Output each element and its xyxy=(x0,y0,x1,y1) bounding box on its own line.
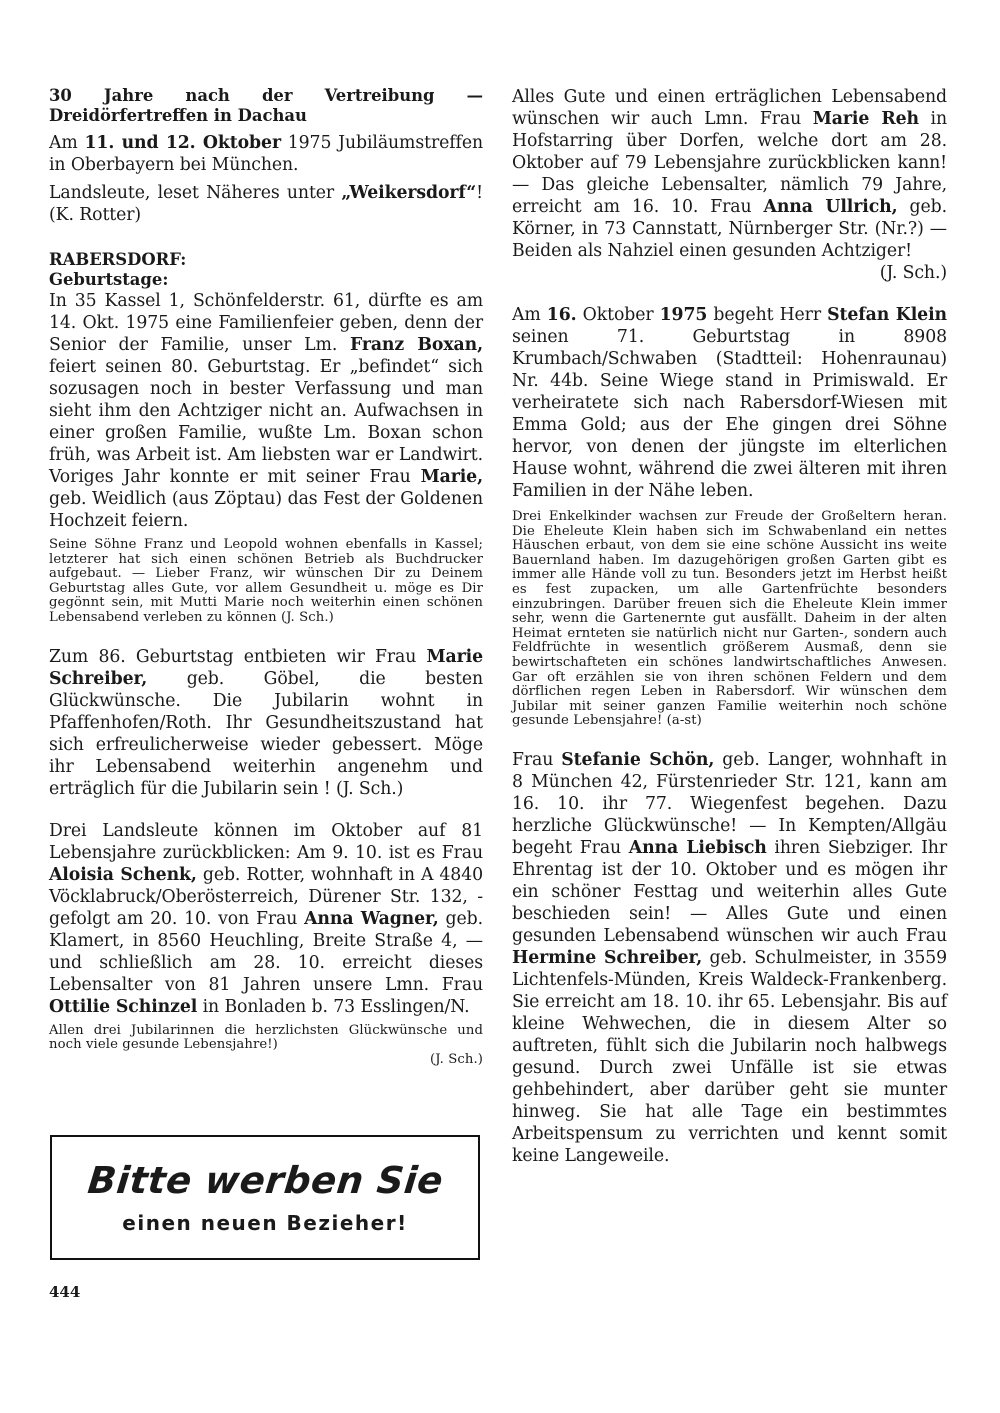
text: geb. Langer, wohnhaft in 8 München 42, Fürstenrieder Str. 121, kann am 16. 10. ihr 77. Wiegenfest begehen. Dazu herzliche Glückwünsche! — In Kempten/Allgäu begeht Frau xyxy=(512,749,947,858)
small-paragraph: Allen drei Jubilarinnen die herzlichsten Glückwünsche und noch viele gesunde Lebensjahre!) xyxy=(49,1022,483,1053)
paragraph xyxy=(512,749,947,1167)
person-name: Aloisia Schenk, xyxy=(49,864,197,885)
person-name: Marie Schreiber, xyxy=(49,646,483,689)
person-name: Anna Wagner, xyxy=(304,908,439,929)
text: geb. Körner, in 73 Cannstatt, Nürnberger Str. (Nr.?) — Beiden als Nahziel einen gesunden Achtziger! xyxy=(512,197,947,261)
text: Zum 86. Geburtstag entbieten wir Frau xyxy=(49,646,427,667)
left-column xyxy=(49,86,483,1067)
small-paragraph: Seine Söhne Franz und Leopold wohnen ebenfalls in Kassel; letzterer hat sich einen schönen Betrieb als Buchdrucker aufgebaut. — Lieber Franz, wir wünschen Dir zu Deinem Geburtstag alles Gute, vor allem Gesundheit u. möge es Dir gegönnt sein, mit Mutti Marie noch weiterhin einen schönen Lebensabend verleben zu können (J. Sch.) xyxy=(49,537,483,625)
signature: (J. Sch.) xyxy=(879,263,947,283)
small-paragraph: Drei Enkelkinder wachsen zur Freude der Großeltern heran. Die Eheleute Klein haben sich im Schwabenland ein nettes Häuschen erbaut, von dem sie eine schöne Aussicht ins weite Bauernland haben. Im dazugehörigen großen Garten gibt es immer alle Hände voll zu tun. Besonders jetzt im Herbst heißt es fest zupacken, um alle Gartenfrüchte besonders einzubringen. Darüber freuen sich die Eheleute Klein immer sehr, wenn die Gartenernte gut ausfällt. Daheim in der alten Heimat ernteten sie natürlich nicht nur Garten-, sondern auch Feldfrüchte in wesentlich größerem Ausmaß, denn sie bewirtschafteten ein schönes landwirtschaftliches Anwesen. Gar oft erzählen sie von ihren schönen Feldern und dem dörflichen regen Leben in Rabersdorf. Wir wünschen dem Jubilar mit seiner ganzen Familie weiterhin noch schöne gesunde Lebensjahre! (a-st) xyxy=(512,509,947,729)
text: Am xyxy=(49,133,85,153)
bold-year: 1975 xyxy=(659,305,708,325)
text: 1975 Jubiläumstreffen in Oberbayern bei München. xyxy=(49,133,483,175)
person-name: Stefanie Schön, xyxy=(561,749,715,770)
article-headline: 30 Jahre nach der Vertreibung — Dreidörfertreffen in Dachau xyxy=(49,86,483,125)
text: feiert seinen 80. Geburtstag. Er „befindet“ sich sozusagen noch in bester Verfassung und man sieht ihm den Achtziger nicht an. Aufwachsen in einer großen Familie, wußte Lm. Boxan schon früh, was Arbeit ist. Am liebsten war er Landwirt. Voriges Jahr konnte er mit seiner Frau xyxy=(49,357,483,487)
article-dachau xyxy=(49,86,483,226)
article-reh-ullrich xyxy=(512,86,947,284)
signature: (J. Sch.) xyxy=(430,1051,483,1067)
section-subheading: Geburtstage: xyxy=(49,270,169,289)
ad-subline: einen neuen Bezieher! xyxy=(122,1210,408,1235)
text: geb. Göbel, die besten Glückwünsche. Die Jubilarin wohnt in Pfaffenhofen/Roth. Ihr Gesundheitszustand hat sich erfreulicherweise wieder gebessert. Möge ihr Lebensabend weiterhin angenehm und erträglich für die Jubilarin sein ! (J. Sch.) xyxy=(49,668,483,799)
text: ! (K. Rotter) xyxy=(49,183,483,225)
bold-reference: „Weikersdorf“ xyxy=(341,183,477,203)
bold-date: 11. und 12. Oktober xyxy=(84,133,281,153)
page-number: 444 xyxy=(49,1283,81,1301)
section-rabersdorf xyxy=(49,250,483,626)
article-schoen-liebisch-schreiber xyxy=(512,749,947,1167)
advertisement-box xyxy=(50,1135,480,1260)
article-drei-landsleute xyxy=(49,820,483,1068)
person-name: Franz Boxan, xyxy=(349,335,483,355)
text: Oktober xyxy=(576,305,660,325)
paragraph xyxy=(512,86,947,262)
text: Landsleute, leset Näheres unter xyxy=(49,183,342,203)
text: geb. Weidlich (aus Zöptau) das Fest der Goldenen Hochzeit feiern. xyxy=(49,489,483,531)
person-name: Hermine Schreiber, xyxy=(512,947,703,968)
paragraph xyxy=(49,182,483,226)
text: Am xyxy=(512,305,547,325)
text: in Hofstarring über Dorfen, welche dort am 28. Oktober auf 79 Lebensjahre zurückblicken kann! — Das gleiche Lebensalter, nämlich 79 Jahre, erreicht am 16. 10. Frau xyxy=(512,109,947,217)
paragraph xyxy=(49,132,483,176)
text: Drei Landsleute können im Oktober auf 81 Lebensjahre zurückblicken: Am 9. 10. ist es Frau xyxy=(49,820,483,863)
paragraph xyxy=(512,304,947,502)
right-column xyxy=(512,86,947,1167)
person-name: Anna Liebisch xyxy=(628,837,767,858)
text: ihren Siebziger. Ihr Ehrentag ist der 10. Oktober und es mögen ihr ein schöner Festtag und weiterhin alles Gute beschieden sein! — Alles Gute und einen gesunden Lebensabend wünschen wir auch Frau xyxy=(512,837,947,946)
text: geb. Schulmeister, in 3559 Lichtenfels-Münden, Kreis Waldeck-Frankenberg. Sie erreicht am 18. 10. ihr 65. Lebensjahr. Bis auf kleine Wehwechen, die in diesem Alter so auftreten, fühlt sich die Jubilarin noch halbwegs gesund. Durch zwei Unfälle ist sie etwas gehbehindert, aber darüber geht sie munter hinweg. Sie hat alle Tage ein bestimmtes Arbeitspensum zu verrichten und kennt somit keine Langeweile. xyxy=(512,947,948,1166)
person-name: Marie, xyxy=(420,467,483,487)
text: in Bonladen b. 73 Esslingen/N. xyxy=(197,996,470,1017)
bold-date: 16. xyxy=(546,305,577,325)
ad-headline: Bitte werben Sie xyxy=(85,1158,445,1202)
article-klein xyxy=(512,304,947,729)
text: geb. Klamert, in 8560 Heuchling, Breite Straße 4, — und schließlich am 28. 10. erreicht dieses Lebensalter von 81 Jahren unsere Lmn. Frau xyxy=(49,908,483,995)
person-name: Stefan Klein xyxy=(827,305,948,325)
paragraph xyxy=(49,646,483,800)
paragraph xyxy=(49,820,483,1018)
person-name: Anna Ullrich, xyxy=(763,197,898,217)
person-name: Ottilie Schinzel xyxy=(49,996,198,1017)
person-name: Marie Reh xyxy=(812,109,919,129)
section-heading: RABERSDORF: xyxy=(49,250,187,269)
text: begeht Herr xyxy=(707,305,828,325)
text: Frau xyxy=(512,749,562,770)
text: geb. Rotter, wohnhaft in A 4840 Vöcklabruck/Oberösterreich, Dürener Str. 132, - gefolgt am 20. 10. von Frau xyxy=(49,864,483,929)
text: Alles Gute und einen erträglichen Lebensabend wünschen wir auch Lmn. Frau xyxy=(512,87,947,129)
article-schreiber xyxy=(49,646,483,800)
text: seinen 71. Geburtstag in 8908 Krumbach/Schwaben (Stadtteil: Hohenraunau) Nr. 44b. Seine Wiege stand in Primiswald. Er verheiratete sich nach Rabersdorf-Wiesen mit Emma Gold; aus der Ehe gingen drei Söhne hervor, von denen der jüngste im elterlichen Hause wohnt, während die zwei älteren mit ihren Familien in der Nähe leben. xyxy=(512,327,947,501)
paragraph xyxy=(49,290,483,532)
text: In 35 Kassel 1, Schönfelderstr. 61, dürfte es am 14. Okt. 1975 eine Familienfeier geben, denn der Senior der Familie, unser Lm. xyxy=(49,291,483,355)
